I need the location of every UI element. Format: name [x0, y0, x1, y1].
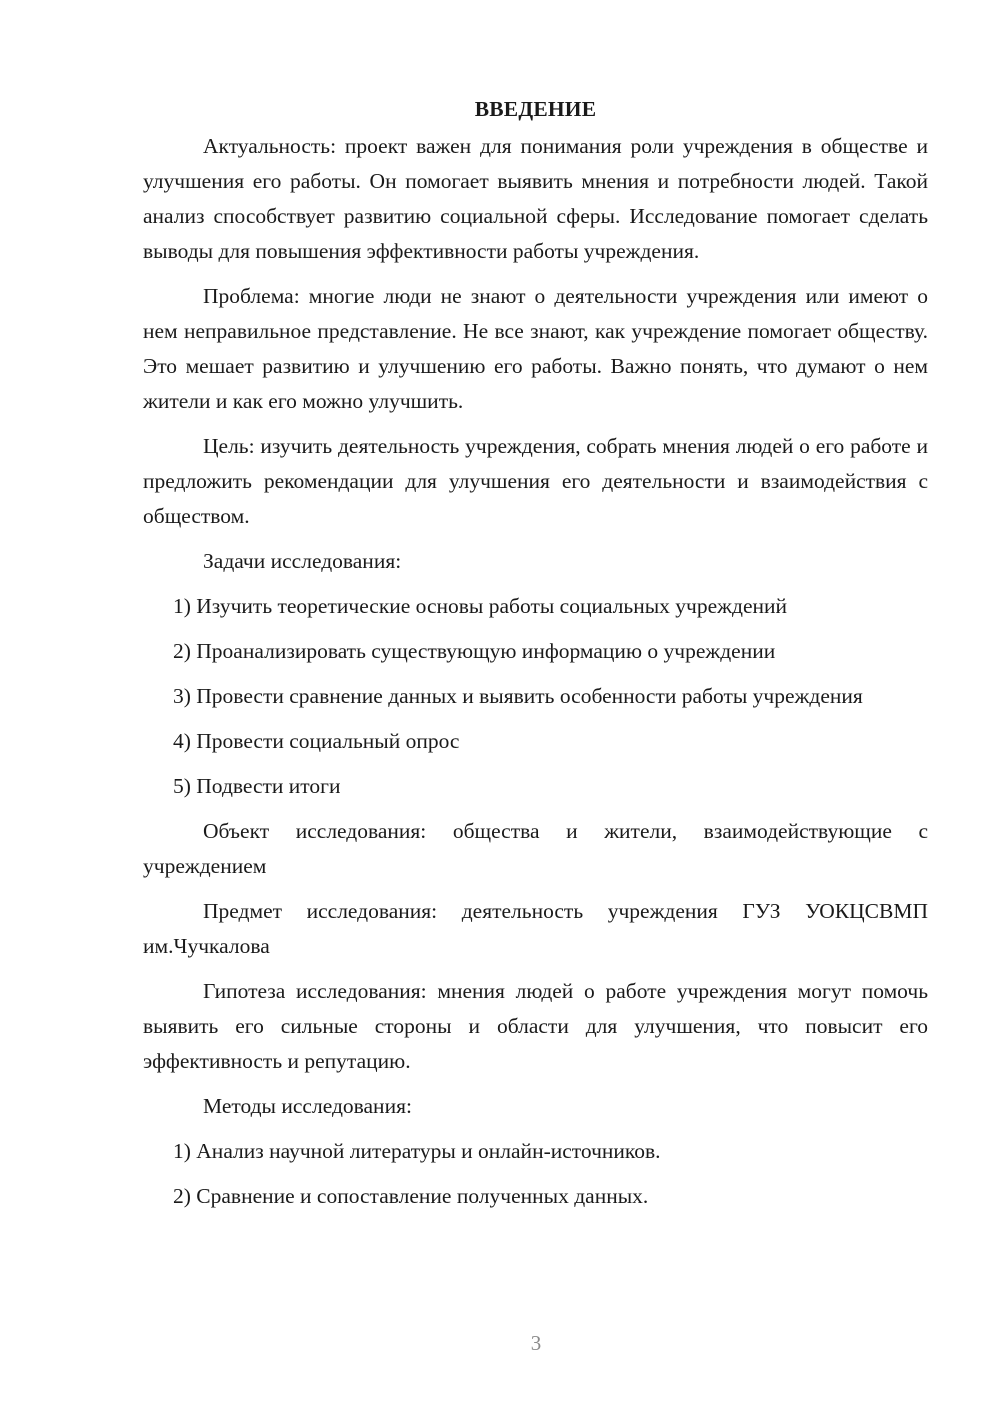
- problem-paragraph: Проблема: многие люди не знают о деятельности учреждения или имеют о нем неправильное представление. Не все знают, как учреждение помогает обществу. Это мешает развитию и улучшению его работы. Важно понять, что думают о нем жители и как его можно улучшить.: [143, 284, 928, 413]
- task-item: 3) Провести сравнение данных и выявить особенности работы учреждения: [173, 684, 863, 708]
- task-item: 1) Изучить теоретические основы работы социальных учреждений: [173, 594, 788, 618]
- task-item: 2) Проанализировать существующую информацию о учреждении: [173, 639, 776, 663]
- object-paragraph: Объект исследования: общества и жители, взаимодействующие с учреждением: [143, 819, 928, 878]
- hypothesis-paragraph: Гипотеза исследования: мнения людей о работе учреждения могут помочь выявить его сильные стороны и области для улучшения, что повысит его эффективность и репутацию.: [143, 979, 928, 1073]
- subject-paragraph: Предмет исследования: деятельность учреждения ГУЗ УОКЦСВМП им.Чучкалова: [143, 899, 928, 958]
- method-item: 2) Сравнение и сопоставление полученных данных.: [173, 1184, 649, 1208]
- task-item: 4) Провести социальный опрос: [173, 729, 460, 753]
- tasks-heading: Задачи исследования:: [203, 549, 402, 573]
- methods-heading: Методы исследования:: [203, 1094, 412, 1118]
- document-page: [143, 92, 928, 1224]
- task-item: 5) Подвести итоги: [173, 774, 341, 798]
- page-number: 3: [530, 1331, 542, 1355]
- section-title: ВВЕДЕНИЕ: [474, 97, 597, 121]
- relevance-paragraph: Актуальность: проект важен для понимания роли учреждения в обществе и улучшения его работы. Он помогает выявить мнения и потребности людей. Такой анализ способствует развитию социальной сферы. Исследование помогает сделать выводы для повышения эффективности работы учреждения.: [143, 134, 928, 263]
- method-item: 1) Анализ научной литературы и онлайн-источников.: [173, 1139, 661, 1163]
- goal-paragraph: Цель: изучить деятельность учреждения, собрать мнения людей о его работе и предложить рекомендации для улучшения его деятельности и взаимодействия с обществом.: [143, 434, 928, 528]
